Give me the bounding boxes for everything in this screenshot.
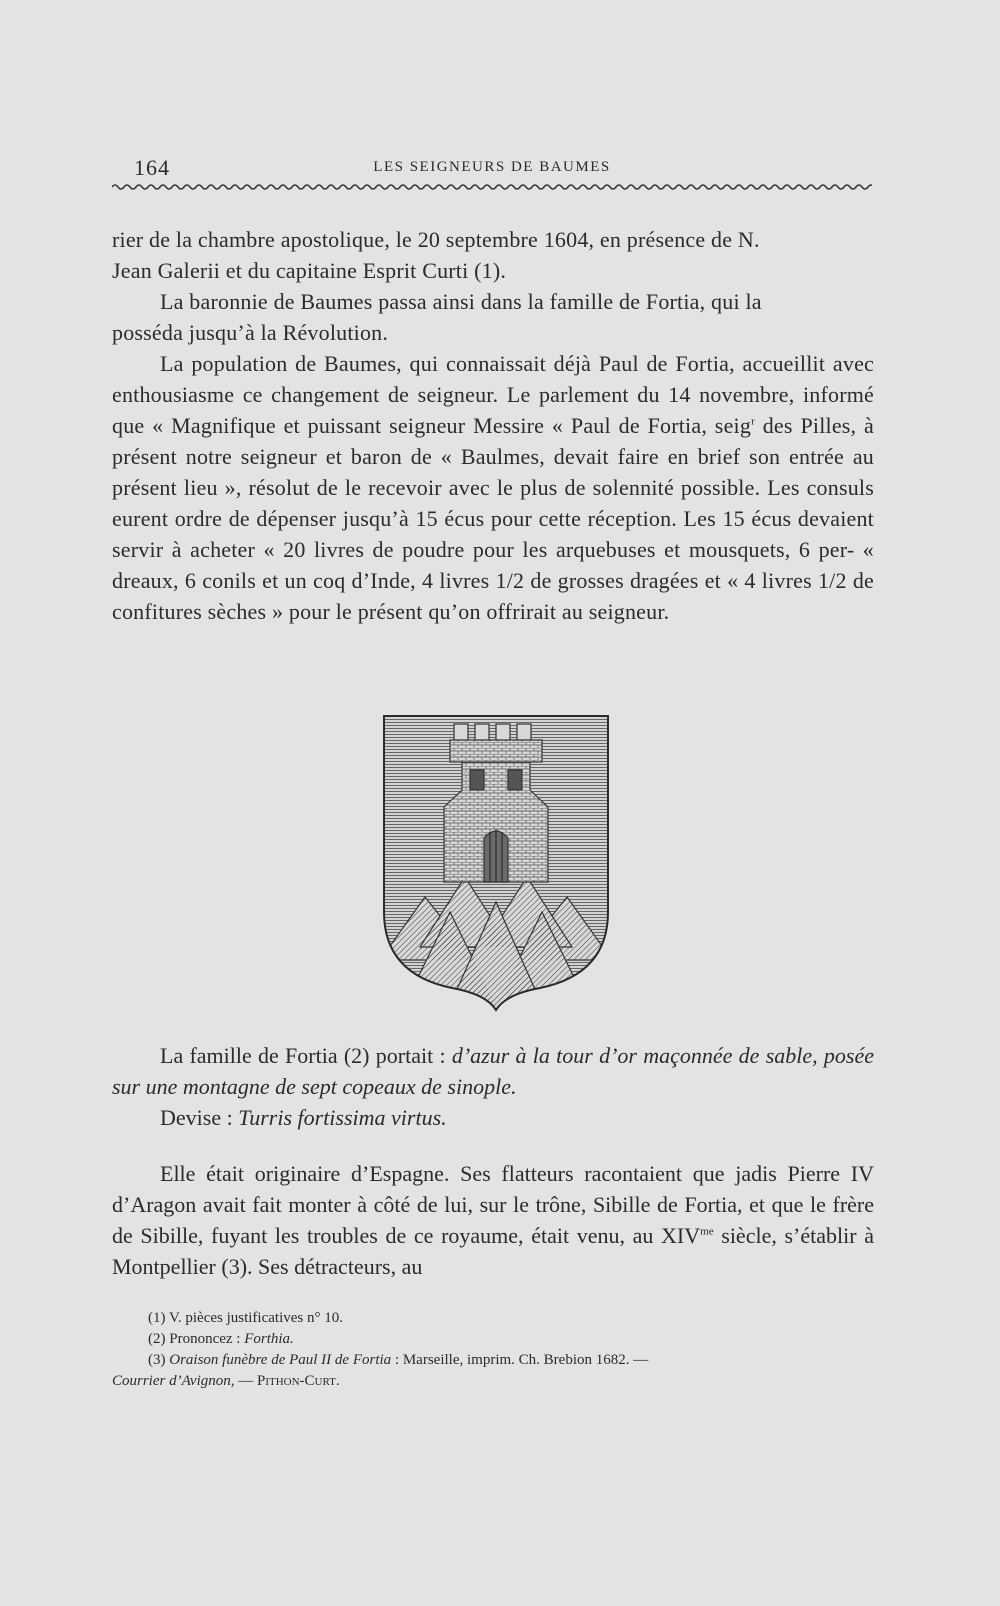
text-run: siècle, s’établir à Montpellier (3). Ses détracteurs, au [112,1223,874,1279]
footnote-text: : Marseille, imprim. Ch. Brebion 1682. — [391,1352,649,1368]
footnote-italic: Forthia. [244,1331,294,1347]
page-header [112,155,872,185]
footnotes [112,1308,874,1392]
footnote-3-continued [112,1371,874,1392]
running-title: LES SEIGNEURS DE BAUMES [373,159,611,175]
text-run: La population de Baumes, qui connaissait déjà Paul de Fortia, accueillit avec enthousiasme ce changement de seigneur. Le parlement du 14 novembre, informé que « Magnifique et puissant seigneur Messire « Paul de Fortia, seig [112,351,874,438]
motto-label: Devise : [160,1105,239,1130]
caption-italic: d’azur à la tour d’or maçonnée de sable, posée sur une montagne de sept copeaux de sinople. [112,1043,874,1099]
footnote-2 [112,1329,874,1350]
paragraph-3 [112,348,874,627]
caption-roman: La famille de Fortia (2) portait : [160,1043,452,1068]
coat-of-arms-illustration [380,712,612,1014]
footnote-italic: Courrier d’Avignon, [112,1373,235,1389]
blazon-caption [112,1040,874,1133]
text-run: des Pilles, à présent notre seigneur et baron de « Baulmes, devait faire en brief son entrée au présent lieu », résolut de le recevoir avec le plus de solennité possible. Les consuls eurent ordre de dépenser jusqu’à 15 écus pour cette réception. Les 15 écus devaient servir à acheter « 20 livres de poudre pour les arquebuses et mousquets, 6 per- « dreaux, 6 conils et un coq d’Inde, 4 livres 1/2 de grosses dragées et « 4 livres 1/2 de confitures sèches » pour le présent qu’on offrirait au seigneur. [112,413,875,624]
text-line: posséda jusqu’à la Révolution. [112,320,389,345]
page-number: 164 [134,155,170,180]
footnote-smallcaps: Pithon-Curt. [257,1373,340,1389]
paragraph-2 [112,286,874,348]
main-text [112,224,874,627]
superscript: me [700,1225,714,1238]
motto-text: Turris fortissima virtus. [238,1105,447,1130]
text-line: La baronnie de Baumes passa ainsi dans la famille de Fortia, qui la [160,289,762,314]
motto [112,1102,874,1133]
superscript: r [751,415,755,428]
main-text-continued [112,1158,874,1282]
text-run: Elle était originaire d’Espagne. Ses flatteurs racontaient que jadis Pierre IV d’Aragon avait fait monter à côté de lui, sur le trône, Sibille de Fortia, et que le frère de Sibille, fuyant les troubles de ce royaume, était venu, au XIV [112,1161,874,1248]
footnote-text: — [234,1373,257,1389]
paragraph-1 [112,224,874,286]
footnote-italic: Oraison funèbre de Paul II de Fortia [169,1352,392,1368]
footnote-text: (2) Prononcez : [148,1331,245,1347]
text-line: Jean Galerii et du capitaine Esprit Curti (1). [112,258,507,283]
text-line: rier de la chambre apostolique, le 20 septembre 1604, en présence de N. [112,227,760,252]
wavy-rule-divider [112,183,872,191]
footnote-text: (3) [148,1352,170,1368]
paragraph-4 [112,1158,874,1282]
footnote-3 [112,1350,874,1371]
footnote-1: (1) V. pièces justificatives n° 10. [148,1310,343,1326]
blazon-text [112,1040,874,1102]
